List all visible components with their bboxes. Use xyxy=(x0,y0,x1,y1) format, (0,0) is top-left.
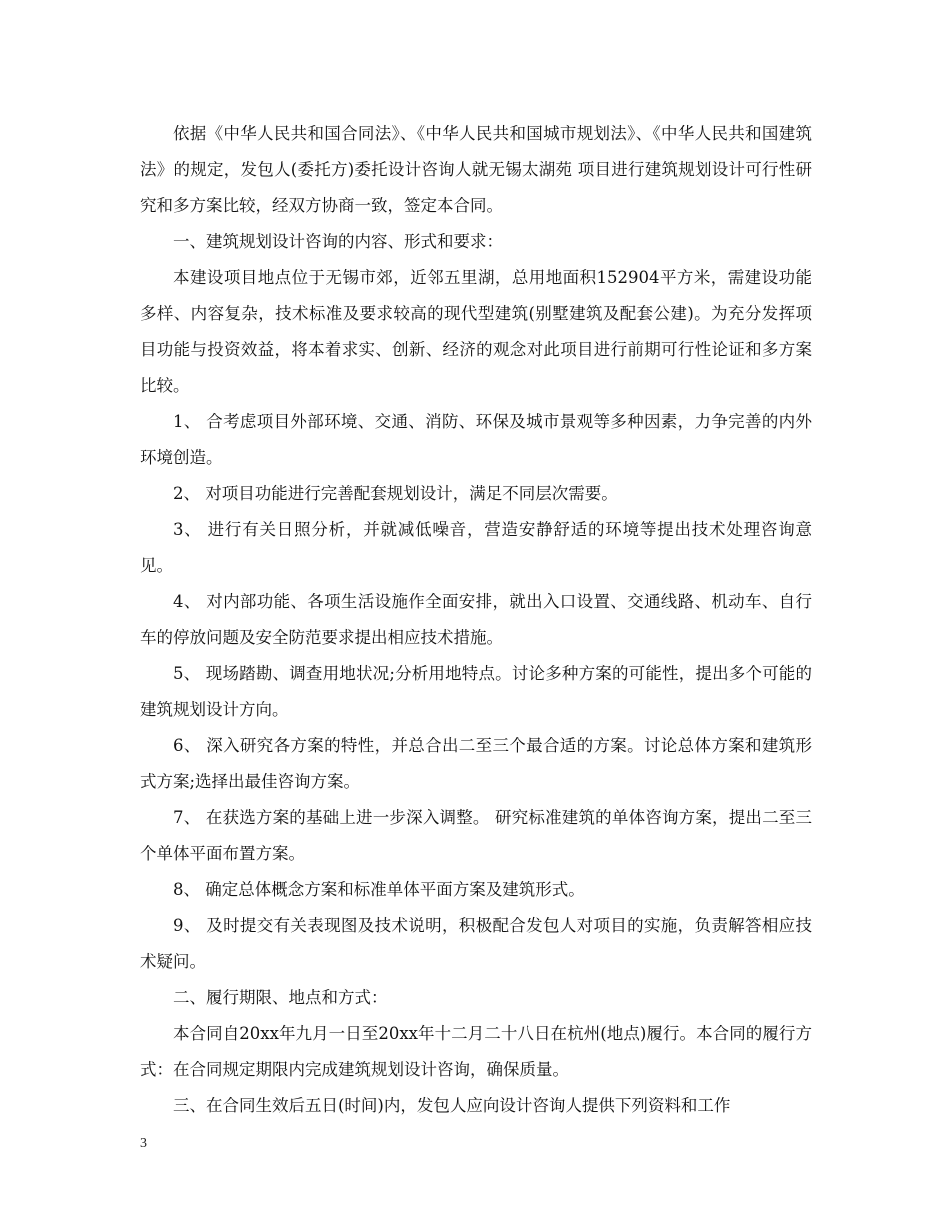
list-item-6: 6、 深入研究各方案的特性，并总合出二至三个最合适的方案。讨论总体方案和建筑形式方案;选择出最佳咨询方案。 xyxy=(140,736,812,791)
page-number: 3 xyxy=(140,1136,147,1151)
paragraph-preamble: 依据《中华人民共和国合同法》、《中华人民共和国城市规划法》、《中华人民共和国建筑法》的规定，发包人(委托方)委托设计咨询人就无锡太湖苑 项目进行建筑规划设计可行性研究和多方案比较，经双方协商一致，签定本合同。 xyxy=(140,124,812,215)
section-heading-3: 三、在合同生效后五日(时间)内，发包人应向设计咨询人提供下列资料和工作 xyxy=(173,1096,731,1115)
list-item-9: 9、 及时提交有关表现图及技术说明，积极配合发包人对项目的实施，负责解答相应技术疑问。 xyxy=(140,916,812,971)
list-item-1: 1、 合考虑项目外部环境、交通、消防、环保及城市景观等多种因素，力争完善的内外环境创造。 xyxy=(140,412,812,467)
section-heading-1: 一、建筑规划设计咨询的内容、形式和要求： xyxy=(173,232,503,251)
list-item-3: 3、 进行有关日照分析，并就减低噪音，营造安静舒适的环境等提出技术处理咨询意见。 xyxy=(140,520,812,575)
list-item-7: 7、 在获选方案的基础上进一步深入调整。 研究标准建筑的单体咨询方案，提出二至三个单体平面布置方案。 xyxy=(140,808,812,863)
section-heading-2: 二、履行期限、地点和方式： xyxy=(173,988,388,1007)
list-item-8: 8、 确定总体概念方案和标准单体平面方案及建筑形式。 xyxy=(173,880,585,899)
document-body xyxy=(140,116,812,1124)
list-item-5: 5、 现场踏勘、调查用地状况;分析用地特点。讨论多种方案的可能性，提出多个可能的建筑规划设计方向。 xyxy=(140,664,812,719)
list-item-4: 4、 对内部功能、各项生活设施作全面安排，就出入口设置、交通线路、机动车、自行车的停放问题及安全防范要求提出相应技术措施。 xyxy=(140,592,812,647)
list-item-2: 2、 对项目功能进行完善配套规划设计，满足不同层次需要。 xyxy=(173,484,618,503)
paragraph-project-description: 本建设项目地点位于无锡市郊，近邻五里湖，总用地面积152904平方米，需建设功能多样、内容复杂，技术标准及要求较高的现代型建筑(别墅建筑及配套公建)。为充分发挥项目功能与投资效益，将本着求实、创新、经济的观念对此项目进行前期可行性论证和多方案比较。 xyxy=(140,268,812,395)
paragraph-term: 本合同自20xx年九月一日至20xx年十二月二十八日在杭州(地点)履行。本合同的履行方式：在合同规定期限内完成建筑规划设计咨询，确保质量。 xyxy=(140,1024,812,1079)
